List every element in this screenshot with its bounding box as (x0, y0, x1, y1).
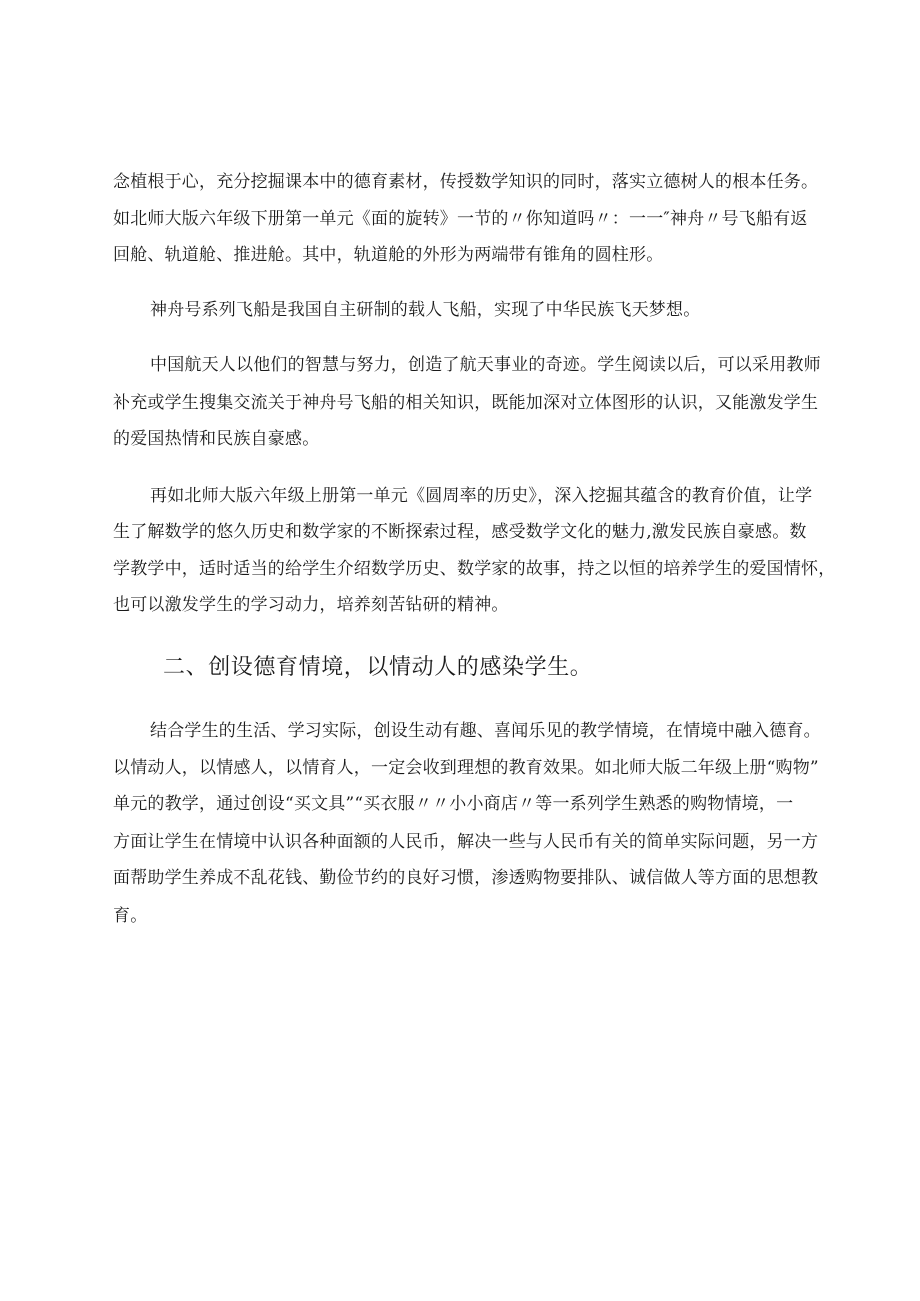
paragraph-line: 以情动人，以情感人，以情育人，一定会收到理想的教育效果。如北师大版二年级上册“购物” (113, 758, 819, 778)
paragraph-line: 单元的教学，通过创设“买文具”“买衣服〃〃小小商店〃等一系列学生熟悉的购物情境，一 (113, 794, 794, 814)
paragraph-line: 补充或学生搜集交流关于神舟号飞船的相关知识，既能加深对立体图形的认识，又能激发学生 (113, 393, 819, 413)
paragraph-line: 如北师大版六年级下册第一单元《面的旋转》一节的〃你知道吗〃：一一″神舟〃号飞船有返 (113, 209, 808, 229)
paragraph-line: 再如北师大版六年级上册第一单元《圆周率的历史》，深入挖掘其蕴含的教育价值，让学 (150, 486, 813, 506)
paragraph-line: 回舱、轨道舱、推进舱。其中，轨道舱的外形为两端带有锥角的圆柱形。 (113, 245, 664, 265)
paragraph-line: 的爱国热情和民族自豪感。 (113, 429, 320, 449)
paragraph-line: 学教学中，适时适当的给学生介绍数学历史、数学家的故事，持之以恒的培养学生的爱国情怀， (113, 559, 836, 579)
paragraph-line: 生了解数学的悠久历史和数学家的不断探索过程，感受数学文化的魅力,激发民族自豪感。数 (113, 522, 807, 542)
paragraph-line: 神舟号系列飞船是我国自主研制的载人飞船，实现了中华民族飞天梦想。 (150, 300, 701, 320)
paragraph-line: 结合学生的生活、学习实际，创设生动有趣、喜闻乐见的教学情境，在情境中融入德育。 (150, 721, 821, 741)
paragraph-line: 念植根于心，充分挖掘课本中的德育素材，传授数学知识的同时，落实立德树人的根本任务。 (113, 172, 819, 192)
paragraph-line: 中国航天人以他们的智慧与努力，创造了航天事业的奇迹。学生阅读以后，可以采用教师 (150, 355, 821, 375)
section-heading: 二、创设德育情境，以情动人的感染学生。 (163, 655, 593, 680)
paragraph-line: 方面让学生在情境中认识各种面额的人民币，解决一些与人民币有关的简单实际问题，另一方 (113, 832, 819, 852)
paragraph-line: 育。 (113, 906, 148, 926)
paragraph-line: 也可以激发学生的学习动力，培养刻苦钻研的精神。 (113, 595, 509, 615)
paragraph-line: 面帮助学生养成不乱花钱、勤俭节约的良好习惯，渗透购物要排队、诚信做人等方面的思想教 (113, 868, 819, 888)
